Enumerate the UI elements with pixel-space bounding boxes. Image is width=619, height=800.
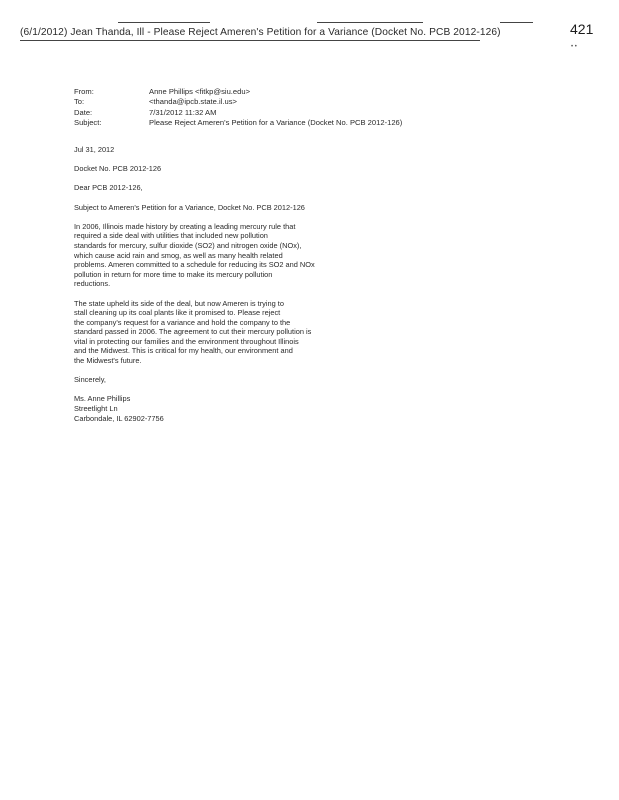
paragraph-1-line: In 2006, Illinois made history by creating a leading mercury rule that [74, 221, 296, 231]
header-rule-3 [500, 22, 533, 23]
paragraph-1-line: pollution in return for more time to make its mercury pollution [74, 269, 273, 279]
paragraph-2-line: the company's request for a variance and hold the company to the [74, 317, 291, 327]
signature-name: Ms. Anne Phillips [74, 394, 131, 404]
date-row [74, 108, 402, 118]
subject-row [74, 118, 402, 128]
paragraph-1 [74, 222, 354, 289]
email-metadata [74, 87, 402, 129]
paragraph-2-line: standard passed in 2006. The agreement to cut their mercury pollution is [74, 327, 312, 337]
signature-block [74, 394, 354, 423]
paragraph-2-line: stall cleaning up its coal plants like it promised to. Please reject [74, 308, 281, 318]
header-rule-1 [118, 22, 210, 23]
letter-closing: Sincerely, [74, 375, 106, 385]
paragraph-1-line: standards for mercury, sulfur dioxide (SO2) and nitrogen oxide (NOx), [74, 240, 302, 250]
letter-salutation: Dear PCB 2012-126, [74, 183, 143, 193]
paragraph-2-line: the Midwest's future. [74, 356, 142, 366]
to-value: <thanda@ipcb.state.il.us> [149, 97, 237, 107]
header-rule-2 [317, 22, 423, 23]
letter-subject-line: Subject to Ameren's Petition for a Variance, Docket No. PCB 2012-126 [74, 202, 305, 212]
to-row [74, 97, 402, 107]
header-tick-mark: • • [571, 44, 577, 50]
header-rule-4 [20, 40, 480, 41]
paragraph-1-line: problems. Ameren committed to a schedule for reducing its SO2 and NOx [74, 260, 315, 270]
paragraph-1-line: which cause acid rain and smog, as well as many health related [74, 250, 283, 260]
to-label: To: [74, 97, 85, 107]
letter-docket: Docket No. PCB 2012-126 [74, 164, 162, 174]
date-value: 7/31/2012 11:32 AM [149, 107, 217, 117]
from-value: Anne Phillips <fitkp@siu.edu> [149, 87, 251, 96]
paragraph-1-line: reductions. [74, 279, 111, 289]
from-row [74, 87, 402, 97]
signature-street: Streetlight Ln [74, 404, 118, 414]
paragraph-2-line: The state upheld its side of the deal, but now Ameren is trying to [74, 298, 284, 308]
page-header-title: (6/1/2012) Jean Thanda, Ill - Please Reject Ameren's Petition for a Variance (Docket No. PCB 2012-126) [20, 27, 501, 38]
date-label: Date: [74, 107, 93, 117]
signature-city: Carbondale, IL 62902-7756 [74, 413, 164, 423]
subject-label: Subject: [74, 118, 102, 128]
paragraph-2 [74, 299, 354, 366]
page-number: 421 [570, 21, 594, 37]
subject-value: Please Reject Ameren's Petition for a Variance (Docket No. PCB 2012-126) [149, 118, 403, 128]
paragraph-2-line: vital in protecting our families and the environment throughout Illinois [74, 336, 299, 346]
paragraph-1-line: required a side deal with utilities that included new pollution [74, 231, 268, 241]
from-label: From: [74, 87, 94, 96]
letter-date: Jul 31, 2012 [74, 145, 115, 154]
letter-body [74, 145, 354, 423]
paragraph-2-line: and the Midwest. This is critical for my health, our environment and [74, 346, 293, 356]
